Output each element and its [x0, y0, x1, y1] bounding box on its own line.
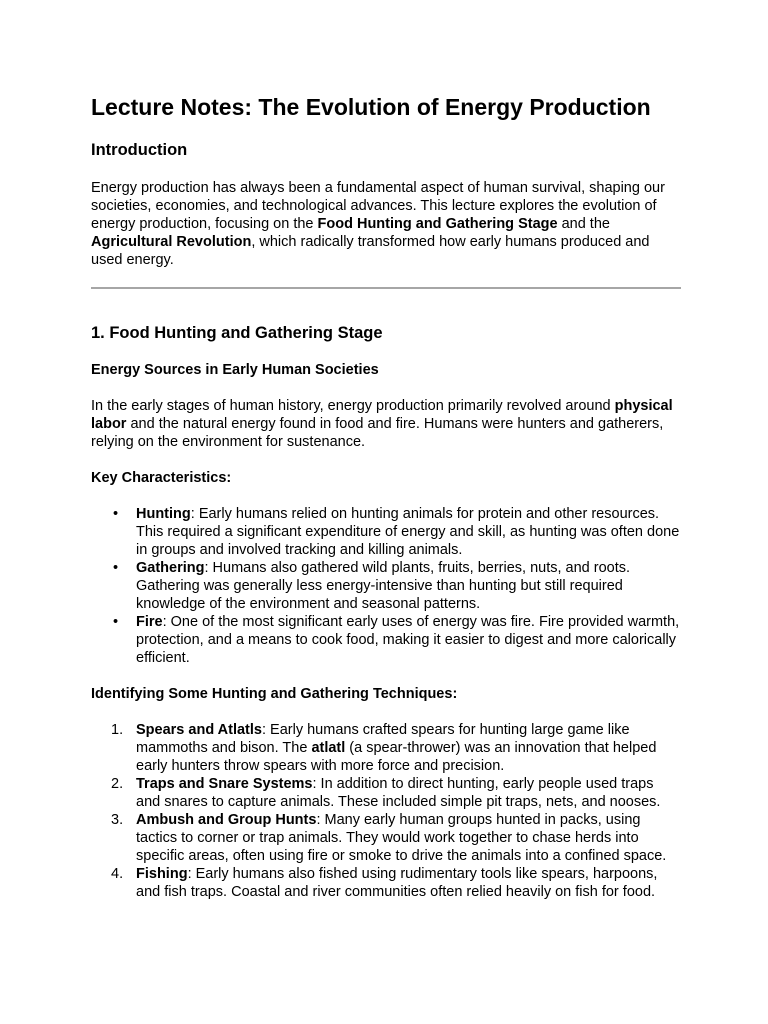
- bullet-icon: •: [113, 506, 119, 522]
- key-characteristics-list: [91, 505, 681, 667]
- list-item: [113, 613, 681, 667]
- techniques-heading: Identifying Some Hunting and Gathering Techniques:: [91, 686, 458, 702]
- section1-heading: 1. Food Hunting and Gathering Stage: [91, 324, 383, 342]
- list-item-text: : Many early human groups hunted in packs, using tactics to corner or trap animals. They would work together to chase herds into specific areas, often using fire or smoke to drive the animals into a confined space.: [136, 812, 667, 864]
- list-item-term-2: atlatl: [311, 740, 346, 756]
- list-item-term: Gathering: [136, 560, 205, 576]
- key-characteristics-heading: Key Characteristics:: [91, 470, 232, 486]
- section1-paragraph: [91, 397, 681, 451]
- list-item-text: : In addition to direct hunting, early people used traps and snares to capture animals. These included simple pit traps, nets, and nooses.: [136, 776, 661, 810]
- section1-bold-1: physical labor: [91, 398, 673, 432]
- list-item: [111, 865, 681, 901]
- list-number: 3.: [111, 812, 124, 828]
- list-number: 1.: [111, 722, 124, 738]
- list-item-term: Spears and Atlatls: [136, 722, 262, 738]
- intro-bold-1: Food Hunting and Gathering Stage: [317, 216, 558, 232]
- list-item-text: : Early humans also fished using rudimentary tools like spears, harpoons, and fish traps. Coastal and river communities often relied heavily on fish for food.: [136, 866, 658, 900]
- list-item-term: Ambush and Group Hunts: [136, 812, 317, 828]
- list-item-term: Traps and Snare Systems: [136, 776, 313, 792]
- list-item-text: : Early humans crafted spears for hunting large game like mammoths and bison. The: [136, 722, 630, 756]
- list-item: [113, 559, 681, 613]
- intro-text-1: Energy production has always been a fundamental aspect of human survival, shaping our societies, economies, and technological advances. This lecture explores the evolution of energy production, focusing on the: [91, 180, 665, 232]
- list-item-term: Fire: [136, 614, 163, 630]
- list-item-term: Fishing: [136, 866, 188, 882]
- list-item-term: Hunting: [136, 506, 191, 522]
- list-item-text-2: (a spear-thrower) was an innovation that helped early hunters throw spears with more force and precision.: [136, 740, 657, 774]
- intro-heading: Introduction: [91, 141, 188, 159]
- document-title: Lecture Notes: The Evolution of Energy Production: [91, 94, 651, 120]
- list-number: 2.: [111, 776, 124, 792]
- list-item: [111, 811, 681, 865]
- section1-text-1: In the early stages of human history, energy production primarily revolved around: [91, 398, 615, 414]
- intro-bold-2: Agricultural Revolution: [91, 234, 252, 250]
- techniques-list: [91, 721, 681, 901]
- list-item-text: : Early humans relied on hunting animals for protein and other resources. This required a significant expenditure of energy and skill, as hunting was often done in groups and involved tracking and killing animals.: [136, 506, 680, 558]
- list-item: [113, 505, 681, 559]
- intro-text-2: and the: [557, 216, 610, 232]
- intro-paragraph: [91, 179, 681, 269]
- list-item-text: : Humans also gathered wild plants, fruits, berries, nuts, and roots. Gathering was generally less energy-intensive than hunting but still required knowledge of the environment and seasonal patterns.: [136, 560, 631, 612]
- section-divider: [91, 287, 681, 289]
- bullet-icon: •: [113, 560, 119, 576]
- document-content: [91, 93, 681, 901]
- intro-text-3: , which radically transformed how early humans produced and used energy.: [91, 234, 650, 268]
- list-item-text: : One of the most significant early uses of energy was fire. Fire provided warmth, protection, and a means to cook food, making it easier to digest and more calorically efficient.: [136, 614, 680, 666]
- list-number: 4.: [111, 866, 124, 882]
- list-item: [111, 775, 681, 811]
- list-item: [111, 721, 681, 775]
- section1-subheading: Energy Sources in Early Human Societies: [91, 362, 379, 378]
- bullet-icon: •: [113, 614, 119, 630]
- section1-text-2: and the natural energy found in food and fire. Humans were hunters and gatherers, relying on the environment for sustenance.: [91, 416, 664, 450]
